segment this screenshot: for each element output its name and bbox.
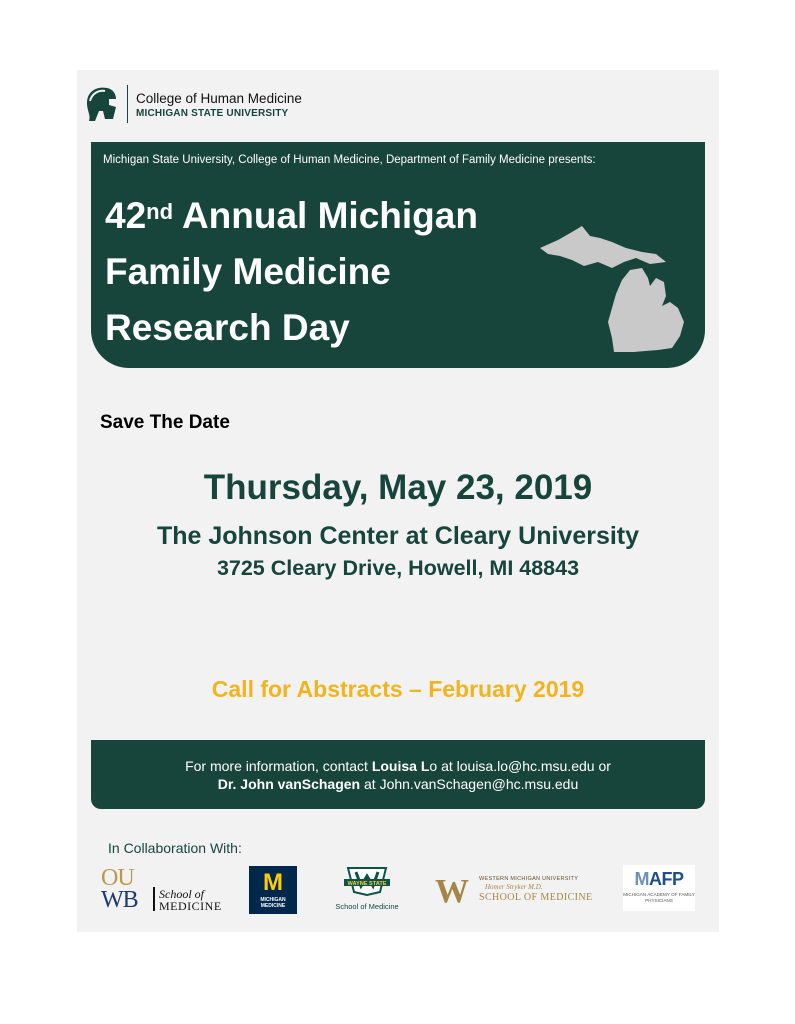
mafp-logo (623, 865, 695, 911)
oub-school-of: School of (159, 887, 204, 901)
contact-line-1 (91, 758, 705, 774)
event-venue: The Johnson Center at Cleary University (156, 522, 640, 550)
wayne-state-logo (332, 866, 402, 914)
flyer (77, 70, 719, 932)
contact-info-box (91, 740, 705, 809)
title-line-1 (105, 188, 478, 244)
event-address: 3725 Cleary Drive, Howell, MI 48843 (216, 556, 580, 580)
event-date: Thursday, May 23, 2019 (203, 468, 593, 507)
oub-ou: OU (101, 865, 134, 891)
wmed-homer-stryker: Homer Stryker M.D. (485, 883, 543, 891)
title-line-3: Research Day (105, 307, 350, 348)
title-ordinal: nd (146, 199, 174, 224)
call-for-abstracts: Call for Abstracts – February 2019 (211, 676, 585, 702)
mafp-m: M (634, 869, 649, 889)
wmed-university: WESTERN MICHIGAN UNIVERSITY (479, 876, 579, 882)
contact-intro: For more information, contact (185, 758, 372, 774)
title-banner (91, 142, 705, 368)
mafp-wordmark (623, 869, 695, 890)
wmed-w-icon: W (435, 873, 469, 910)
wayne-state-banner-text: WAYNE STATE (347, 880, 387, 887)
wayne-state-school-text: School of Medicine (335, 902, 399, 911)
oub-wb: WB (101, 887, 138, 913)
oub-divider (153, 887, 155, 911)
logo-divider (127, 85, 128, 123)
michigan-map-icon (538, 222, 698, 357)
mafp-afp: AFP (649, 869, 684, 889)
spartan-helmet-icon (83, 85, 117, 123)
contact-1-name: Louisa L (371, 758, 430, 774)
event-title (105, 188, 478, 356)
title-line-2: Family Medicine (105, 251, 391, 292)
oub-medicine: MEDICINE (159, 899, 222, 913)
collaboration-heading: In Collaboration With: (108, 840, 242, 856)
contact-line-2 (91, 776, 705, 792)
college-name: College of Human Medicine (136, 91, 302, 106)
contact-2-email[interactable]: at John.vanSchagen@hc.msu.edu (360, 776, 579, 792)
oakland-beaumont-logo (101, 865, 229, 915)
mafp-subtitle: MICHIGAN ACADEMY OF FAMILY PHYSICIANS (623, 892, 695, 903)
university-name: MICHIGAN STATE UNIVERSITY (136, 108, 289, 119)
block-m-icon: M (263, 869, 283, 896)
presents-line: Michigan State University, College of Human Medicine, Department of Family Medicine presents: (103, 154, 596, 166)
msu-chm-logo (83, 83, 383, 125)
contact-1-email[interactable]: o at louisa.lo@hc.msu.edu or (429, 758, 611, 774)
save-the-date: Save The Date (100, 412, 230, 433)
michigan-medicine-logo (249, 866, 297, 914)
title-line-1-text: Annual Michigan (173, 195, 478, 236)
wmed-logo (435, 875, 605, 911)
wayne-state-shield-icon (342, 866, 392, 896)
michigan-medicine-text: MICHIGAN MEDICINE (260, 897, 286, 909)
wmed-school: SCHOOL OF MEDICINE (479, 892, 593, 903)
title-number: 42 (105, 195, 147, 236)
contact-2-name: Dr. John vanSchagen (217, 776, 361, 792)
